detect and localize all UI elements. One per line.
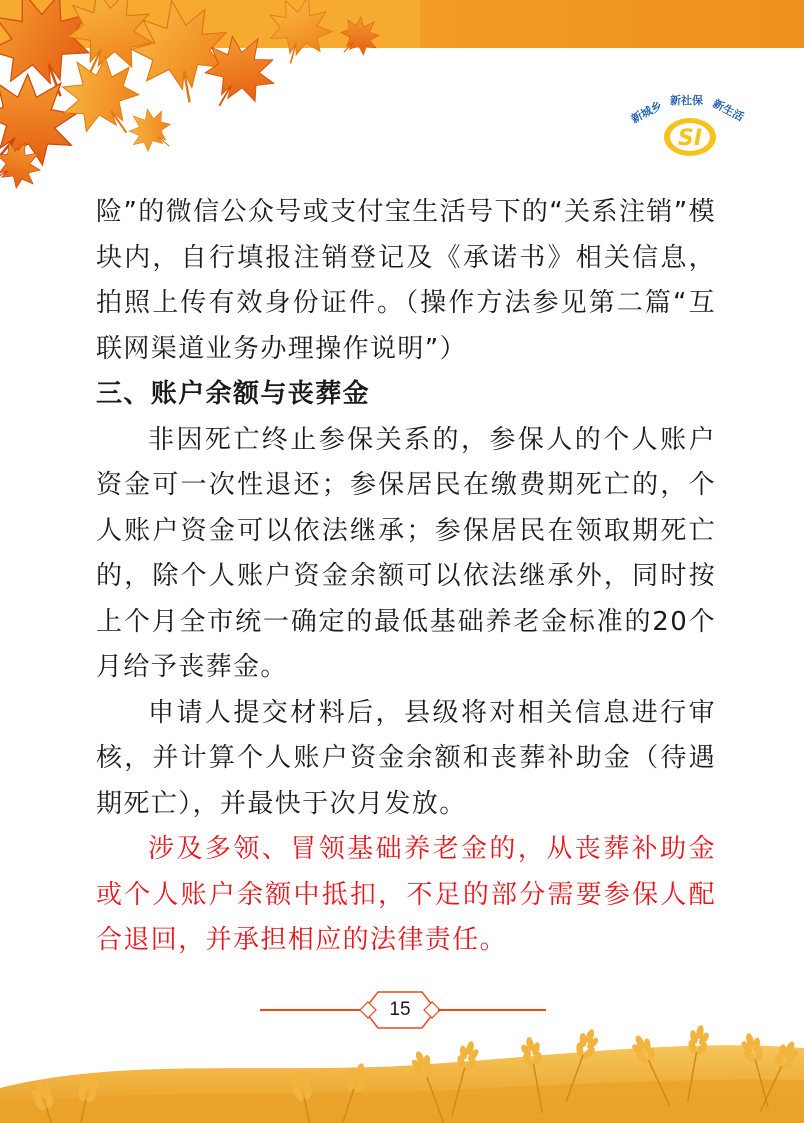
ornament-line — [438, 1009, 546, 1011]
paragraph: 申请人提交材料后，县级将对相关信息进行审核，并计算个人账户资金余额和丧葬补助金（待遇期死亡），并最快于次月发放。 — [96, 697, 716, 819]
logo-slogan: 新城乡 — [629, 98, 665, 126]
warning-paragraph: 涉及多领、冒领基础养老金的，从丧葬补助金或个人账户余额中抵扣，不足的部分需要参保人配合退回，并承担相应的法律责任。 — [96, 834, 716, 955]
si-badge-icon — [662, 116, 718, 158]
paragraph-continued: 险”的微信公众号或支付宝生活号下的“关系注销”模块内，自行填报注销登记及《承诺书》相关信息，拍照上传有效身份证件。（操作方法参见第二篇“互联网渠道业务办理操作说明”） — [96, 197, 717, 364]
logo-slogan: 新社保 — [670, 94, 703, 107]
maple-leaves-decoration — [0, 0, 420, 190]
section-heading: 三、账户余额与丧葬金 — [96, 379, 371, 409]
page-number: 15 — [389, 999, 411, 1020]
ornament-line — [260, 1009, 362, 1011]
paragraph: 非因死亡终止参保关系的，参保人的个人账户资金可一次性退还；参保居民在缴费期死亡的，个人账户资金可以依法继承；参保居民在领取期死亡的，除个人账户资金余额可以依法继承外，同时按上个月全市统一确定的最低基础养老金标准的20个月给予丧葬金。 — [96, 424, 716, 682]
badge-text: SI — [677, 126, 703, 151]
wheat-field-decoration — [0, 1018, 804, 1123]
logo-slogan: 新生活 — [710, 96, 746, 124]
social-insurance-logo — [626, 88, 750, 162]
body-text — [96, 190, 716, 964]
